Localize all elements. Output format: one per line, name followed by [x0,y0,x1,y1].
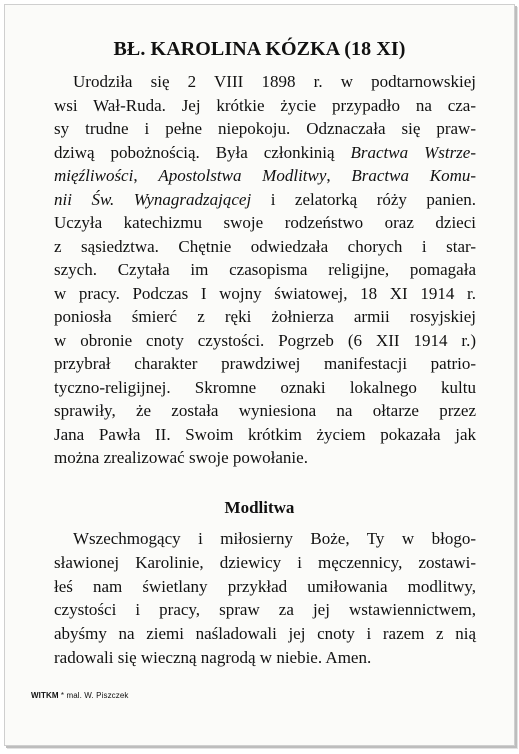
biography-line: szych. Czytała im czasopisma religijne, pomagała [54,260,476,279]
biography-line: w obronie cnoty czystości. Pogrzeb (6 XII 1914 r.) [54,330,476,350]
prayer-line: Wszechmogący i miłosierny Boże, Ty w błogo- [73,529,476,548]
biography-line: Jana Pawła II. Swoim krótkim życiem pokazała jak [54,424,476,444]
prayer-line: abyśmy na ziemi naśladowali jej cnoty i razem z nią [54,624,476,644]
biography-line: w pracy. Podczas I wojny światowej, 18 XI 1914 r. [54,283,476,303]
biography-line [54,164,476,188]
biography-line: poniosła śmierć z ręki żołnierza armii rosyjskiej [54,307,476,326]
biography-line: sy trudne i pełne niepokoju. Odznaczała się praw- [54,119,476,138]
biography-line: wsi Wał-Ruda. Jej krótkie życie przypadło na cza- [54,95,476,115]
prayer-text [54,527,476,670]
separator: , [133,166,159,185]
page-title: BŁ. KAROLINA KÓZKA (18 XI) [113,38,406,60]
credit-separator: * [58,691,67,700]
biography-line: można zrealizować swoje powołanie. [54,448,308,467]
prayer-line: łeś nam świetlany przykład umiłowania modlitwy, [54,576,476,596]
biography-line: przybrał charakter prawdziwej manifestacji patrio- [54,354,476,373]
prayer-line: radowali się wieczną nagrodą w niebie. Amen. [54,647,372,667]
italic-name-bractwa-wstrzemiezliwosci-cont: mięźliwości [54,166,134,185]
publisher-mark: WITKM [31,691,59,700]
biography-text-run: i zelatorką róży panien. [251,189,476,209]
italic-name-apostolstwa-modlitwy: Apostolstwa Modlitwy [158,166,327,185]
painter-credit: mal. W. Piszczek [66,691,129,700]
biography-text [54,70,476,470]
biography-line: sprawiły, że została wyniesiona na ołtarze przez [54,401,476,420]
prayer-line: czystości i pracy, spraw za jej wstawiennictwem, [54,600,476,620]
italic-name-bractwa-komunii: Bractwa Komu- [351,166,477,185]
biography-line: Urodziła się 2 VIII 1898 r. w podtarnowskiej [73,72,476,91]
separator: , [326,166,352,185]
italic-name-bractwa-komunii-cont: nii Św. Wynagradzającej [54,189,252,209]
print-credit [31,691,129,701]
biography-text-run: dziwą pobożnością. Była członkinią [54,142,351,162]
holy-card-page [4,4,515,746]
biography-line: Uczyła katechizmu swoje rodzeństwo oraz dzieci [54,213,476,232]
biography-line: tyczno-religijnej. Skromne oznaki lokalnego kultu [54,377,476,397]
prayer-heading: Modlitwa [224,498,295,517]
biography-line [54,141,476,165]
biography-line [54,188,476,212]
biography-line: z sąsiedztwa. Chętnie odwiedzała chorych i star- [54,236,476,256]
prayer-line: sławionej Karolinie, dziewicy i męczennicy, zostawi- [54,552,476,572]
italic-name-bractwa-wstrzemiezliwosci: Bractwa Wstrze- [350,142,477,162]
